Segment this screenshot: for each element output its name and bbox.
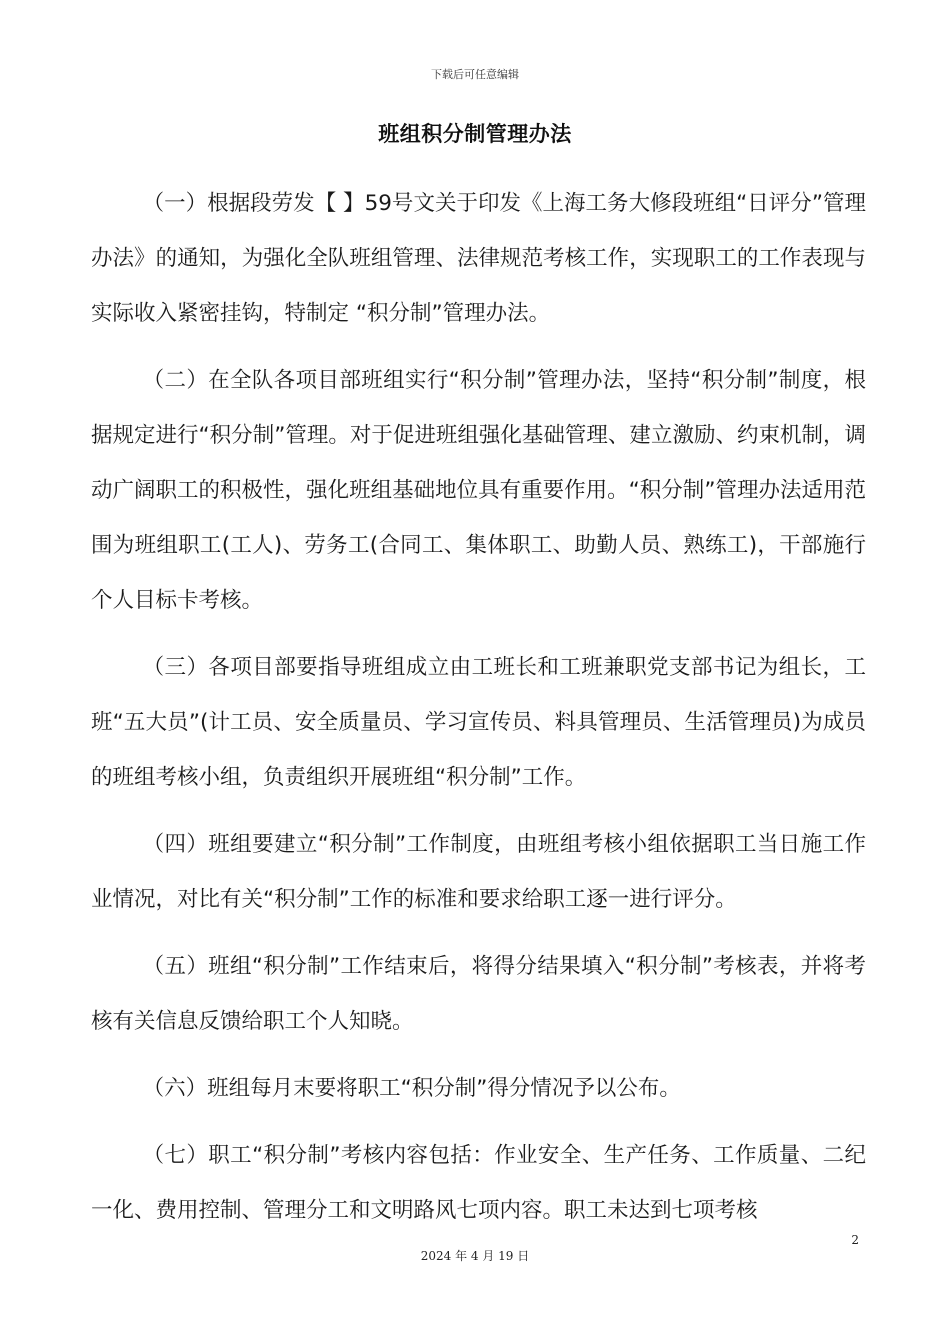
page-header-note: 下载后可任意编辑 xyxy=(431,68,519,81)
paragraph-6: （六）班组每月末要将职工“积分制”得分情况予以公布。 xyxy=(142,1076,681,1101)
paragraph-7: （七）职工“积分制”考核内容包括：作业安全、生产任务、工作质量、二纪一化、费用控制、管理分工和文明路风七项内容。职工未达到七项考核 xyxy=(91,1143,866,1223)
footer-date: 2024 年 4 月 19 日 xyxy=(420,1249,530,1263)
document-title: 班组积分制管理办法 xyxy=(378,122,572,146)
page-number: 2 xyxy=(851,1233,859,1247)
document-body xyxy=(91,176,866,1250)
paragraph-4: （四）班组要建立“积分制”工作制度，由班组考核小组依据职工当日施工作业情况，对比有关“积分制”工作的标准和要求给职工逐一进行评分。 xyxy=(91,832,866,912)
paragraph-1: （一）根据段劳发【 】59号文关于印发《上海工务大修段班组“日评分”管理办法》的通知，为强化全队班组管理、法律规范考核工作，实现职工的工作表现与实际收入紧密挂钩，特制定 “积分制”管理办法。 xyxy=(91,191,866,326)
paragraph-2: （二）在全队各项目部班组实行“积分制”管理办法，坚持“积分制”制度，根据规定进行“积分制”管理。对于促进班组强化基础管理、建立激励、约束机制，调动广阔职工的积极性，强化班组基础地位具有重要作用。“积分制”管理办法适用范围为班组职工(工人)、劳务工(合同工、集体职工、助勤人员、熟练工)，干部施行个人目标卡考核。 xyxy=(91,368,866,613)
paragraph-3: （三）各项目部要指导班组成立由工班长和工班兼职党支部书记为组长，工班“五大员”(计工员、安全质量员、学习宣传员、料具管理员、生活管理员)为成员的班组考核小组，负责组织开展班组“积分制”工作。 xyxy=(91,655,866,790)
paragraph-5: （五）班组“积分制”工作结束后，将得分结果填入“积分制”考核表，并将考核有关信息反馈给职工个人知晓。 xyxy=(91,954,866,1034)
